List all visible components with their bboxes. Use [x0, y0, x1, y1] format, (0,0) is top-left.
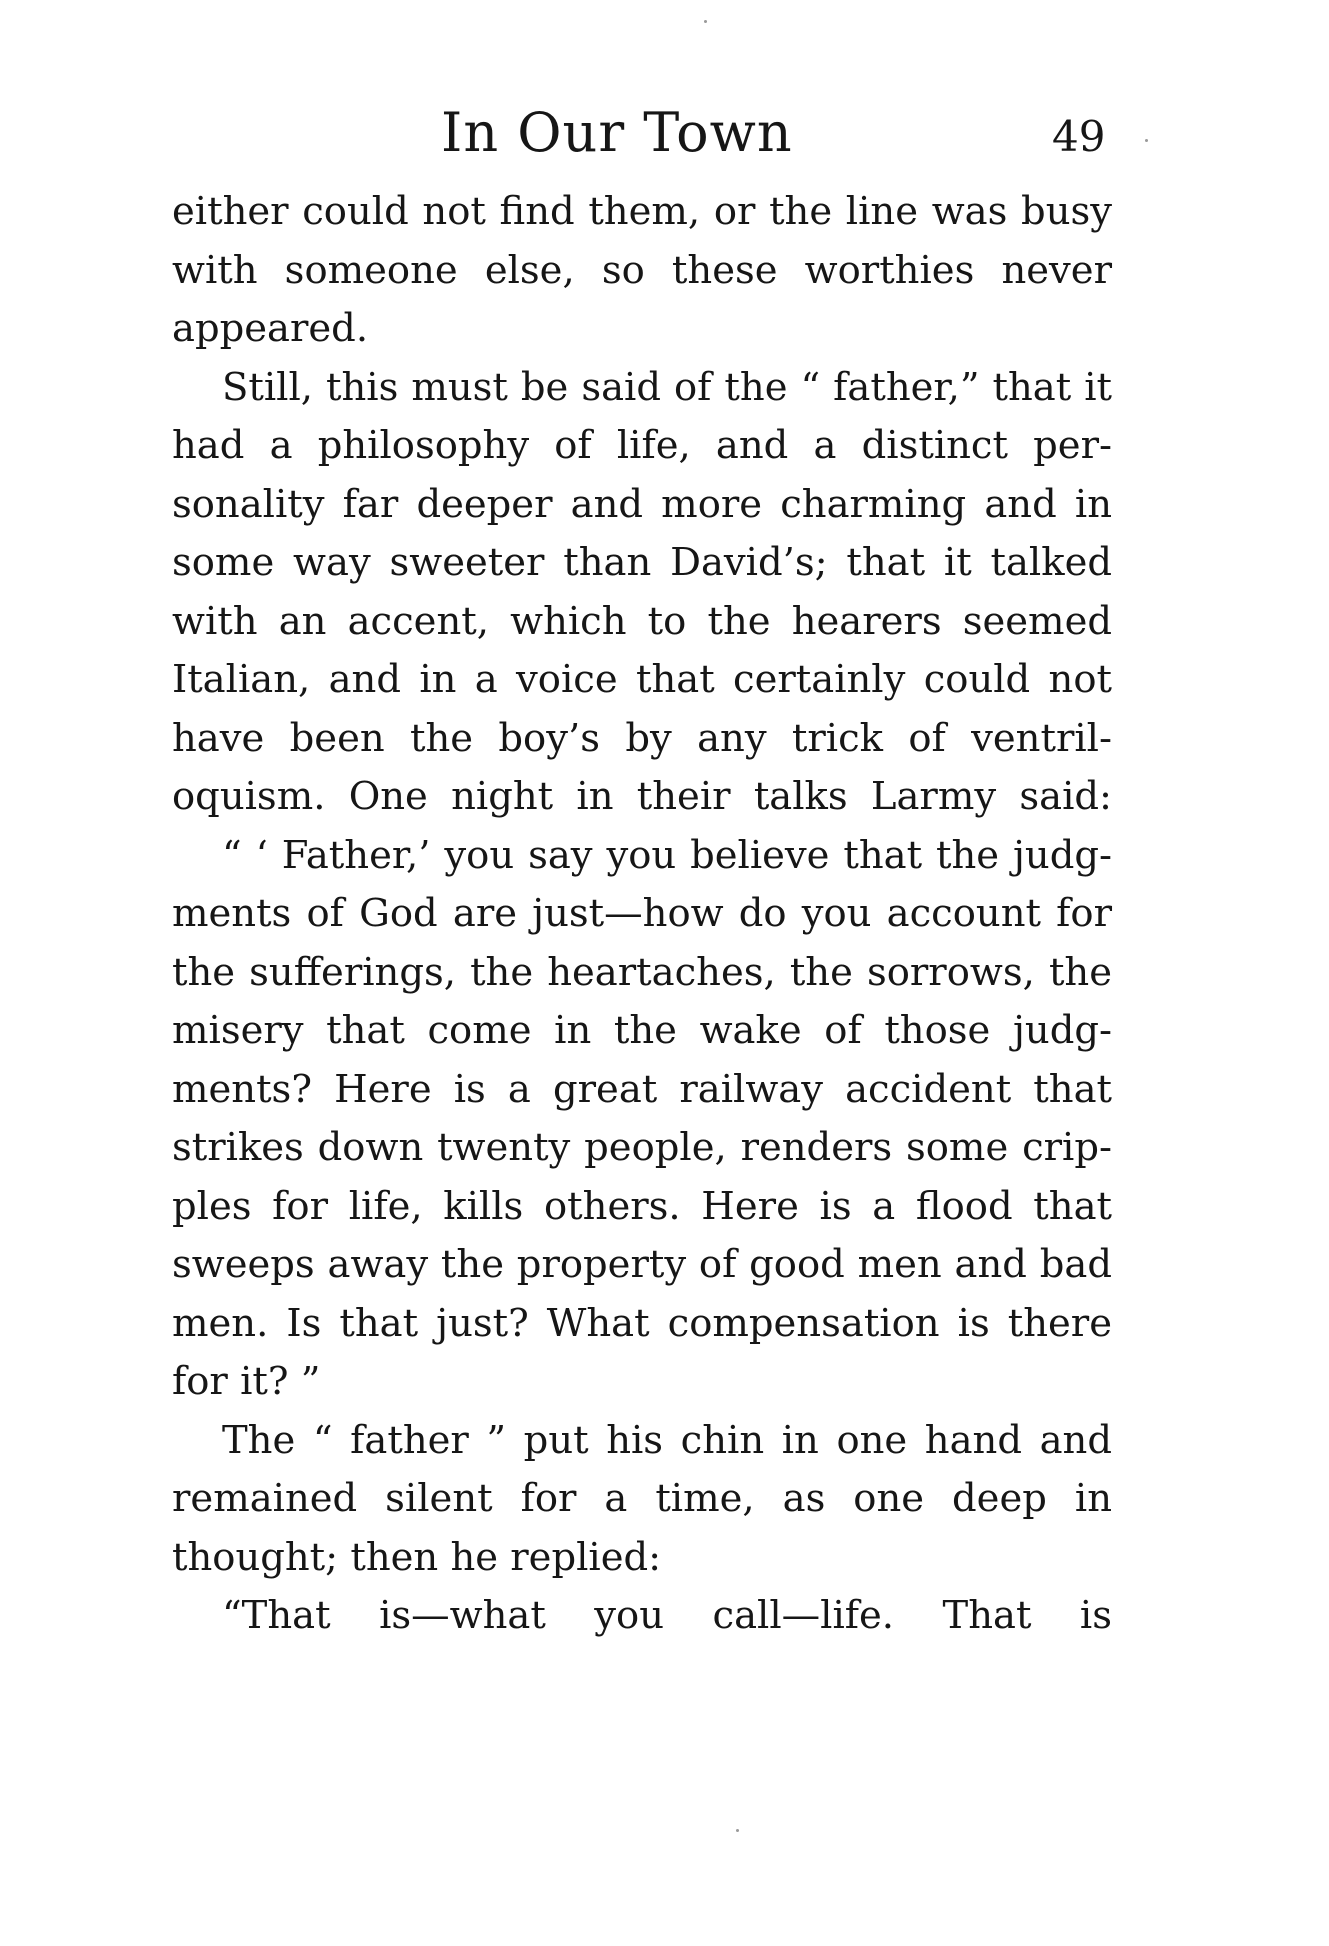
text-line: some way sweeter than David’s; that it talked: [172, 540, 1112, 585]
text-line: strikes down twenty people, renders some crip-: [172, 1125, 1112, 1170]
body-text: [172, 183, 1112, 1646]
text-line: “ ‘ Father,’ you say you believe that the judg-: [222, 832, 1112, 878]
text-line: ments? Here is a great railway accident that: [172, 1066, 1112, 1112]
scan-speck: [736, 1829, 739, 1832]
text-line: have been the boy’s by any trick of ventril-: [172, 715, 1112, 761]
text-line: with an accent, which to the hearers seemed: [172, 598, 1112, 644]
scan-speck: [1145, 139, 1148, 142]
text-line: appeared.: [172, 306, 369, 351]
text-line: with someone else, so these worthies never: [172, 247, 1112, 293]
text-line: misery that come in the wake of those judg-: [172, 1008, 1112, 1053]
text-line: thought; then he replied:: [172, 1534, 662, 1580]
text-line: remained silent for a time, as one deep in: [172, 1476, 1112, 1521]
text-line: ments of God are just—how do you account for: [172, 891, 1112, 936]
text-line: sweeps away the property of good men and bad: [172, 1242, 1112, 1287]
running-title: In Our Town: [441, 101, 793, 164]
text-line: Italian, and in a voice that certainly could not: [172, 657, 1112, 702]
text-line: oquism. One night in their talks Larmy said:: [172, 774, 1112, 819]
page-number: 49: [1052, 112, 1106, 161]
text-line: The “ father ” put his chin in one hand and: [222, 1417, 1112, 1463]
text-line: Still, this must be said of the “ father,” that it: [222, 364, 1112, 410]
text-line: had a philosophy of life, and a distinct per-: [172, 423, 1112, 468]
running-head: [0, 98, 1329, 178]
text-line: the sufferings, the heartaches, the sorrows, the: [172, 949, 1112, 995]
text-line: either could not find them, or the line was busy: [172, 189, 1112, 234]
text-line: “That is—what you call—life. That is: [222, 1593, 1112, 1638]
scan-speck: [704, 20, 707, 23]
text-line: sonality far deeper and more charming and in: [172, 481, 1112, 527]
text-line: men. Is that just? What compensation is there: [172, 1300, 1112, 1346]
text-line: ples for life, kills others. Here is a flood that: [172, 1183, 1112, 1229]
text-line: for it? ”: [172, 1359, 321, 1404]
